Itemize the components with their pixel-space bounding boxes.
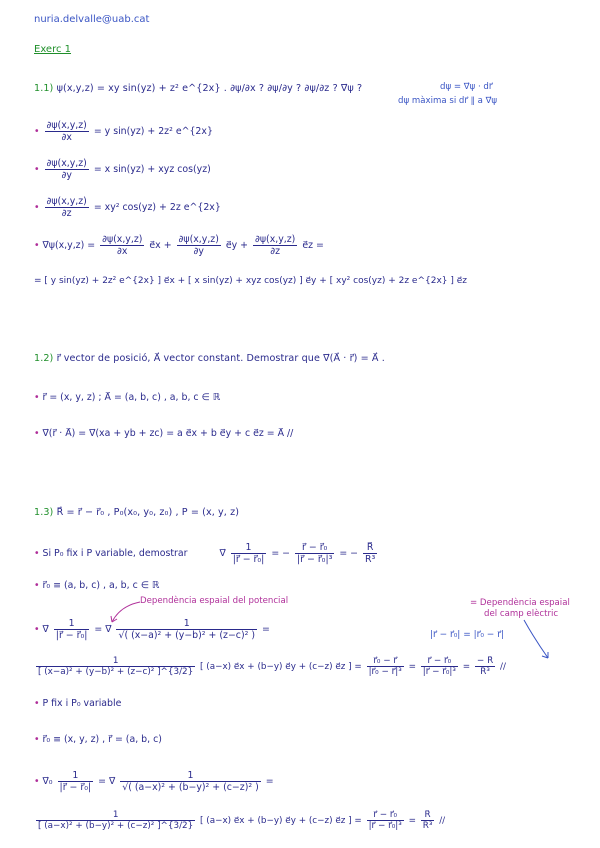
s1-3-number: 1.3)	[34, 507, 54, 518]
fraction: • $\frac{\partial\psi(x,y,z)}{\partial y}$	[46, 158, 87, 181]
equation-rhs: = x sin(yz) + xyz cos(yz)	[93, 164, 211, 175]
operator: =	[262, 624, 270, 635]
fraction: $\frac{\text{r⃗₀ − r⃗}}{\text{|r⃗₀ − r⃗|³}}$	[368, 656, 402, 677]
s1-1-text: ψ(x,y,z) = xy sin(yz) + z² e^{2x} . ∂ψ/∂x ? ∂ψ/∂y ? ∂ψ/∂z ? ∇⃗ψ ?	[56, 83, 363, 94]
s1-1-note-differential: dψ = ∇⃗ψ · dr⃗	[440, 82, 493, 92]
fraction: $\frac{R⃗}{\text{R³}}$	[422, 810, 433, 831]
s1-3-text: R⃗ = r⃗ − r⃗₀ , P₀(x₀, y₀, z₀) , P = (x, y, z)	[56, 507, 240, 518]
s1-1-gradient-result: = [ y sin(yz) + 2z² e^{2x} ] e⃗x + [ x sin(yz) + xyz cos(yz) ] e⃗y + [ xy² cos(yz) + 2z e^{2x} ] e⃗z	[34, 276, 468, 286]
s1-3-gradient0-step	[34, 770, 592, 793]
unit-vector: e⃗z =	[302, 240, 324, 251]
operator: =	[265, 776, 274, 787]
fraction: $\frac{1}{\text{√( (a−x)² + (b−y)² + (c−z)² )}}$	[122, 770, 259, 793]
s1-2-text: r⃗ vector de posició, A⃗ vector constant. Demostrar que ∇⃗(A⃗ · r⃗) = A⃗ .	[56, 353, 385, 364]
operator: =	[462, 662, 471, 672]
fraction: $\frac{\text{r⃗ − r⃗₀}}{\text{|r⃗ − r⃗₀|³}}$	[368, 810, 402, 831]
fraction: $\frac{1}{\text{|r⃗ − r⃗₀|}}$	[55, 618, 88, 641]
s1-2-number: 1.2)	[34, 353, 54, 364]
s1-2-definitions: • r⃗ = (x, y, z) ; A⃗ = (a, b, c) , a, b, c ∈ ℝ	[34, 392, 592, 403]
s1-1-partial-x	[34, 120, 592, 143]
end-mark: //	[439, 816, 446, 826]
s1-1-number: 1.1)	[34, 83, 54, 94]
s1-3-gradient-step	[34, 618, 420, 641]
s1-3-claim	[34, 542, 592, 565]
s1-2-statement	[34, 352, 592, 365]
fraction: $\frac{\text{r⃗ − r⃗₀}}{\text{|r⃗ − r⃗₀|³}}$	[422, 656, 456, 677]
annotation-field-line2: del camp elèctric	[484, 609, 559, 619]
unit-vector: e⃗y +	[225, 240, 249, 251]
fraction: $\frac{1}{\text{√( (x−a)² + (y−b)² + (z−c)² )}}$	[118, 618, 256, 641]
operator: = −	[271, 548, 291, 559]
operator: = −	[339, 548, 359, 559]
annotation-field-line1: = Dependència espaial	[470, 598, 570, 608]
operator: = ∇⃗	[98, 776, 116, 787]
equation-rhs: = xy² cos(yz) + 2z e^{2x}	[93, 202, 221, 213]
fraction: $\frac{1}{\text{|r⃗ − r⃗₀|}}$	[59, 770, 92, 793]
fraction: $\frac{R⃗}{\text{R³}}$	[365, 542, 376, 565]
fraction: $\frac{1}{\text{|r⃗ − r⃗₀|}}$	[232, 542, 265, 565]
equation-lhs: ∇⃗ψ(x,y,z) =	[42, 240, 96, 251]
equation-bracket: [ (a−x) e⃗x + (b−y) e⃗y + (c−z) e⃗z ] =	[200, 816, 362, 826]
s1-3-gradient0-result	[34, 810, 592, 831]
s1-1-note-maximum: dψ màxima si dr⃗ ∥ a ∇⃗ψ	[398, 96, 498, 106]
fraction: $\frac{1}{\text{[ (a−x)² + (b−y)² + (c−z)² ]\textasciicircum{}\{3/2\}}}$	[38, 810, 194, 831]
s1-3-gradient-result	[34, 656, 592, 677]
s1-3-side-identity: |r⃗ − r⃗₀| = |r⃗₀ − r⃗|	[430, 630, 504, 640]
unit-vector: e⃗x +	[149, 240, 172, 251]
exercise-title: Exerc 1	[34, 44, 72, 55]
fraction: $\frac{- R⃗}{\text{R³}}$	[476, 656, 494, 677]
s1-3-case-two: • P fix i P₀ variable	[34, 698, 592, 709]
fraction: $\frac{\text{r⃗ − r⃗₀}}{\text{|r⃗ − r⃗₀|³}}$	[297, 542, 333, 565]
operator: =	[408, 662, 416, 672]
annotation-potential: Dependència espaial del potencial	[140, 596, 289, 606]
fraction: • $\frac{\partial\psi(x,y,z)}{\partial x}$	[46, 120, 87, 143]
equation-rhs: = y sin(yz) + 2z² e^{2x}	[93, 126, 213, 137]
operator: =	[408, 816, 416, 826]
s1-1-statement	[34, 82, 592, 95]
nabla: ∇⃗₀	[42, 776, 53, 787]
author-email: nuria.delvalle@uab.cat	[34, 14, 150, 25]
end-mark: //	[499, 662, 506, 672]
equation-bracket: [ (a−x) e⃗x + (b−y) e⃗y + (c−z) e⃗z ] =	[200, 662, 362, 672]
s1-2-proof: • ∇⃗(r⃗ · A⃗) = ∇⃗(xa + yb + zc) = a e⃗x + b e⃗y + c e⃗z = A⃗ //	[34, 428, 592, 439]
fraction: $\frac{\partial\psi(x,y,z)}{\partial z}$	[255, 234, 296, 257]
s1-3-statement	[34, 506, 592, 519]
nabla: ∇⃗	[219, 548, 226, 559]
operator: = ∇⃗	[94, 624, 112, 635]
claim-text: Si P₀ fix i P variable, demostrar	[42, 548, 188, 559]
fraction: • $\frac{\partial\psi(x,y,z)}{\partial z}$	[46, 196, 87, 219]
s1-3-r0-definition: • r⃗₀ ≡ (a, b, c) , a, b, c ∈ ℝ	[34, 580, 592, 591]
s1-1-partial-z	[34, 196, 592, 219]
fraction: $\frac{1}{\text{[ (x−a)² + (y−b)² + (z−c)² ]\textasciicircum{}\{3/2\}}}$	[38, 656, 194, 677]
fraction: $\frac{\partial\psi(x,y,z)}{\partial y}$	[178, 234, 219, 257]
s1-1-partial-y	[34, 158, 592, 181]
fraction: $\frac{\partial\psi(x,y,z)}{\partial x}$	[102, 234, 143, 257]
nabla: ∇⃗	[42, 624, 49, 635]
s1-1-gradient-definition	[34, 234, 592, 257]
s1-3-case-two-definitions: • r⃗₀ ≡ (x, y, z) , r⃗ = (a, b, c)	[34, 734, 592, 745]
